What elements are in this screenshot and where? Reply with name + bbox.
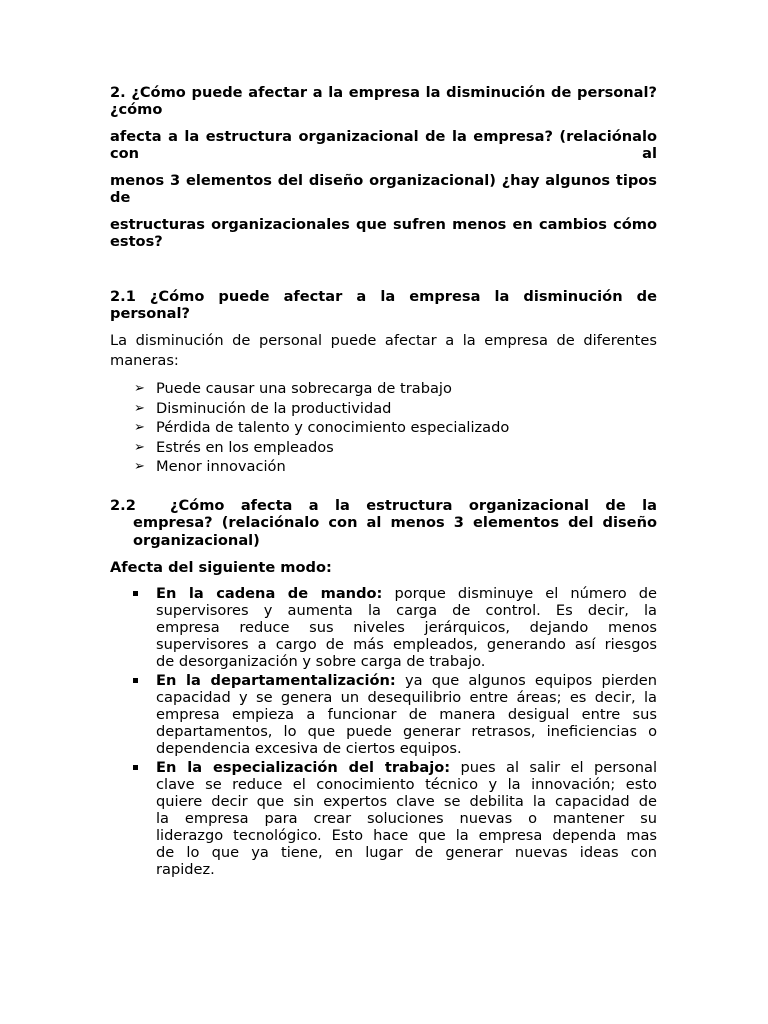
square-bullet-icon [133,678,138,683]
list-item: ➢ Pérdida de talento y conocimiento especializado [134,419,510,436]
list-item: ➢ Puede causar una sobrecarga de trabajo [134,380,452,397]
question-line: estructuras organizacionales que sufren menos en cambios cómo estos? [110,216,657,250]
arrow-bullet-icon: ➢ [134,439,145,455]
square-bullet-icon [133,765,138,770]
arrow-bullet-icon: ➢ [134,400,145,416]
list-item: En la cadena de mando: porque disminuye el número de supervisores y aumenta la carga de control. Es decir, la empresa reduce sus niveles jerárquicos, dejando menos supervisores a cargo de más empleados, generando así riesgos de desorganización y sobre carga de trabajo. [110,585,657,670]
list-item: En la especialización del trabajo: pues al salir el personal clave se reduce el conocimiento técnico y la innovación; esto quiere decir que sin expertos clave se debilita la capacidad de la empresa para crear soluciones nuevas o mantener su liderazgo tecnológico. Esto hace que la empresa dependa mas de lo que ya tiene, en lugar de generar nuevas ideas con rapidez. [110,759,657,878]
section-2-1 [110,288,657,477]
list-item: ➢ Menor innovación [134,458,286,475]
question-line: 2. ¿Cómo puede afectar a la empresa la disminución de personal? ¿cómo [110,84,657,118]
section-heading: 2.2 ¿Cómo afecta a la estructura organizacional de la [110,496,657,514]
document-body [110,84,657,880]
section-heading: 2.1 ¿Cómo puede afectar a la empresa la disminución de [110,288,657,305]
arrow-bullet-icon: ➢ [134,459,145,474]
question-line: menos 3 elementos del diseño organizacional) ¿hay algunos tipos de [110,172,657,206]
list-item: En la departamentalización: ya que algunos equipos pierden capacidad y se genera un desequilibrio entre áreas; es decir, la empresa empieza a funcionar de manera desigual entre sus departamentos, lo que puede generar retrasos, ineficiencias o dependencia excesiva de ciertos equipos. [110,672,657,757]
intro-paragraph: La disminución de personal puede afectar a la empresa de diferentes maneras: [110,332,657,369]
section-heading-cont: empresa? (relaciónalo con al menos 3 elementos del diseño [133,514,657,531]
list-item: ➢ Disminución de la productividad [134,399,392,417]
question-block [110,84,657,250]
elements-list [110,585,657,878]
arrow-bullet-icon: ➢ [134,420,145,435]
question-line: afecta a la estructura organizacional de la empresa? (relaciónalo con al [110,128,657,162]
lead-text: Afecta del siguiente modo: [110,559,332,576]
section-heading-cont: organizacional) [133,531,260,549]
effects-list [110,379,657,477]
list-item: ➢ Estrés en los empleados [134,438,334,456]
arrow-bullet-icon: ➢ [134,381,145,396]
section-heading-cont: personal? [110,305,190,322]
section-2-2 [110,497,657,879]
square-bullet-icon [133,591,138,596]
